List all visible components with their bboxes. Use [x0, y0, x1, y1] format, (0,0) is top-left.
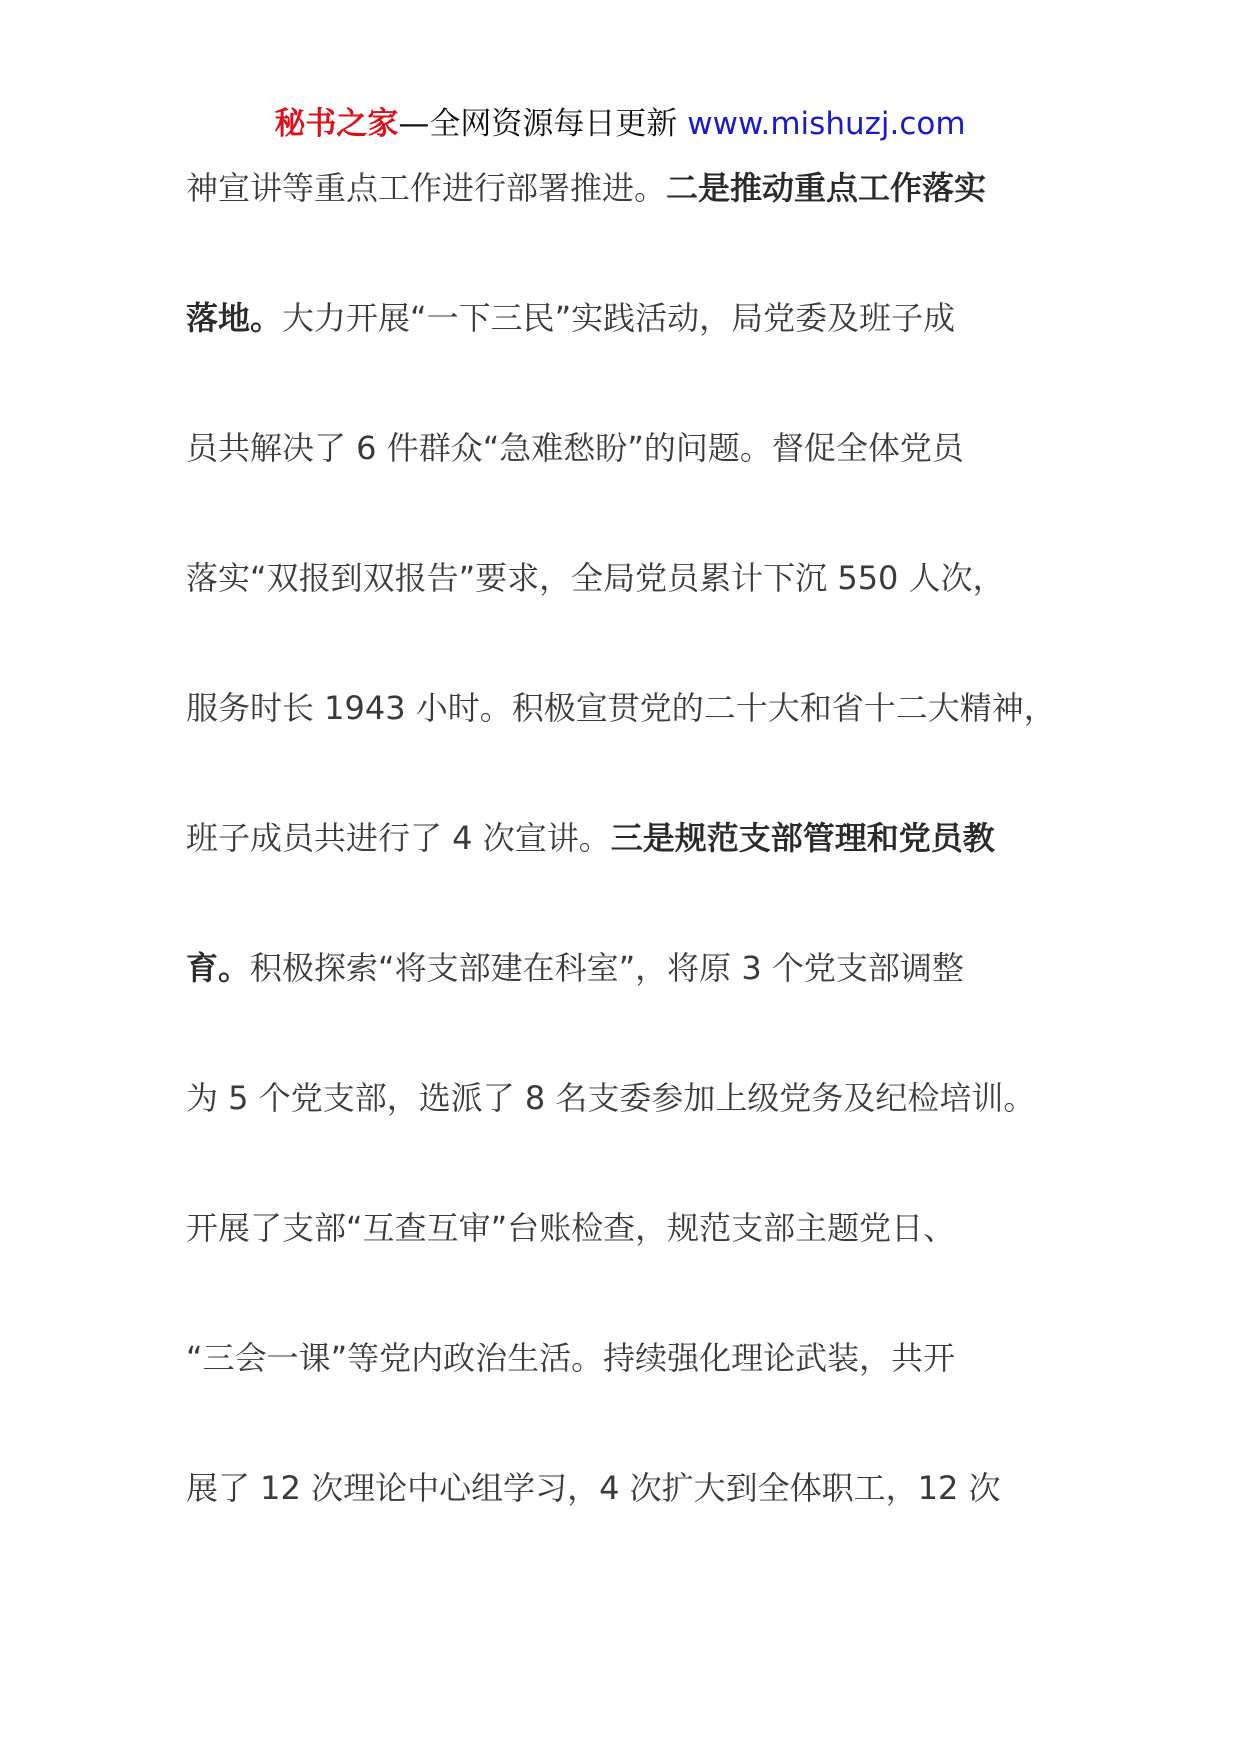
- text-line: [186, 1330, 1086, 1460]
- line-emphasis: 三是规范支部管理和党员教: [610, 819, 995, 857]
- brand-name: 秘书之家: [274, 106, 399, 142]
- line-text: 落实“双报到双报告”要求，全局党员累计下沉 550 人次，: [186, 559, 1005, 597]
- line-emphasis: 育。: [186, 949, 251, 987]
- text-line: [186, 160, 1086, 290]
- line-emphasis: 二是推动重点工作落实: [666, 169, 987, 207]
- text-line: [186, 940, 1086, 1070]
- line-text: 神宣讲等重点工作进行部署推进。: [186, 169, 667, 207]
- text-line: [186, 810, 1086, 940]
- text-line: [186, 290, 1086, 420]
- site-url-link[interactable]: www.mishuzj.com: [687, 106, 966, 142]
- page-header: [0, 104, 1240, 144]
- line-text: 展了 12 次理论中心组学习，4 次扩大到全体职工，12 次: [186, 1469, 1001, 1507]
- document-body: [186, 160, 1086, 1590]
- header-tagline: —全网资源每日更新: [398, 106, 688, 142]
- line-text: 班子成员共进行了 4 次宣讲。: [186, 819, 611, 857]
- text-line: [186, 420, 1086, 550]
- line-text: 积极探索“将支部建在科室”，将原 3 个党支部调整: [250, 949, 964, 987]
- line-text: 大力开展“一下三民”实践活动，局党委及班子成: [282, 299, 956, 337]
- text-line: [186, 1070, 1086, 1200]
- line-emphasis: 落地。: [186, 299, 283, 337]
- line-text: “三会一课”等党内政治生活。持续强化理论武装，共开: [186, 1339, 956, 1377]
- line-text: 员共解决了 6 件群众“急难愁盼”的问题。督促全体党员: [186, 429, 964, 467]
- text-line: [186, 1460, 1086, 1590]
- line-text: 服务时长 1943 小时。积极宣贯党的二十大和省十二大精神，: [186, 689, 1056, 727]
- text-line: [186, 680, 1086, 810]
- text-line: [186, 550, 1086, 680]
- line-text: 开展了支部“互查互审”台账检查，规范支部主题党日、: [186, 1209, 956, 1247]
- line-text: 为 5 个党支部，选派了 8 名支委参加上级党务及纪检培训。: [186, 1079, 1036, 1117]
- text-line: [186, 1200, 1086, 1330]
